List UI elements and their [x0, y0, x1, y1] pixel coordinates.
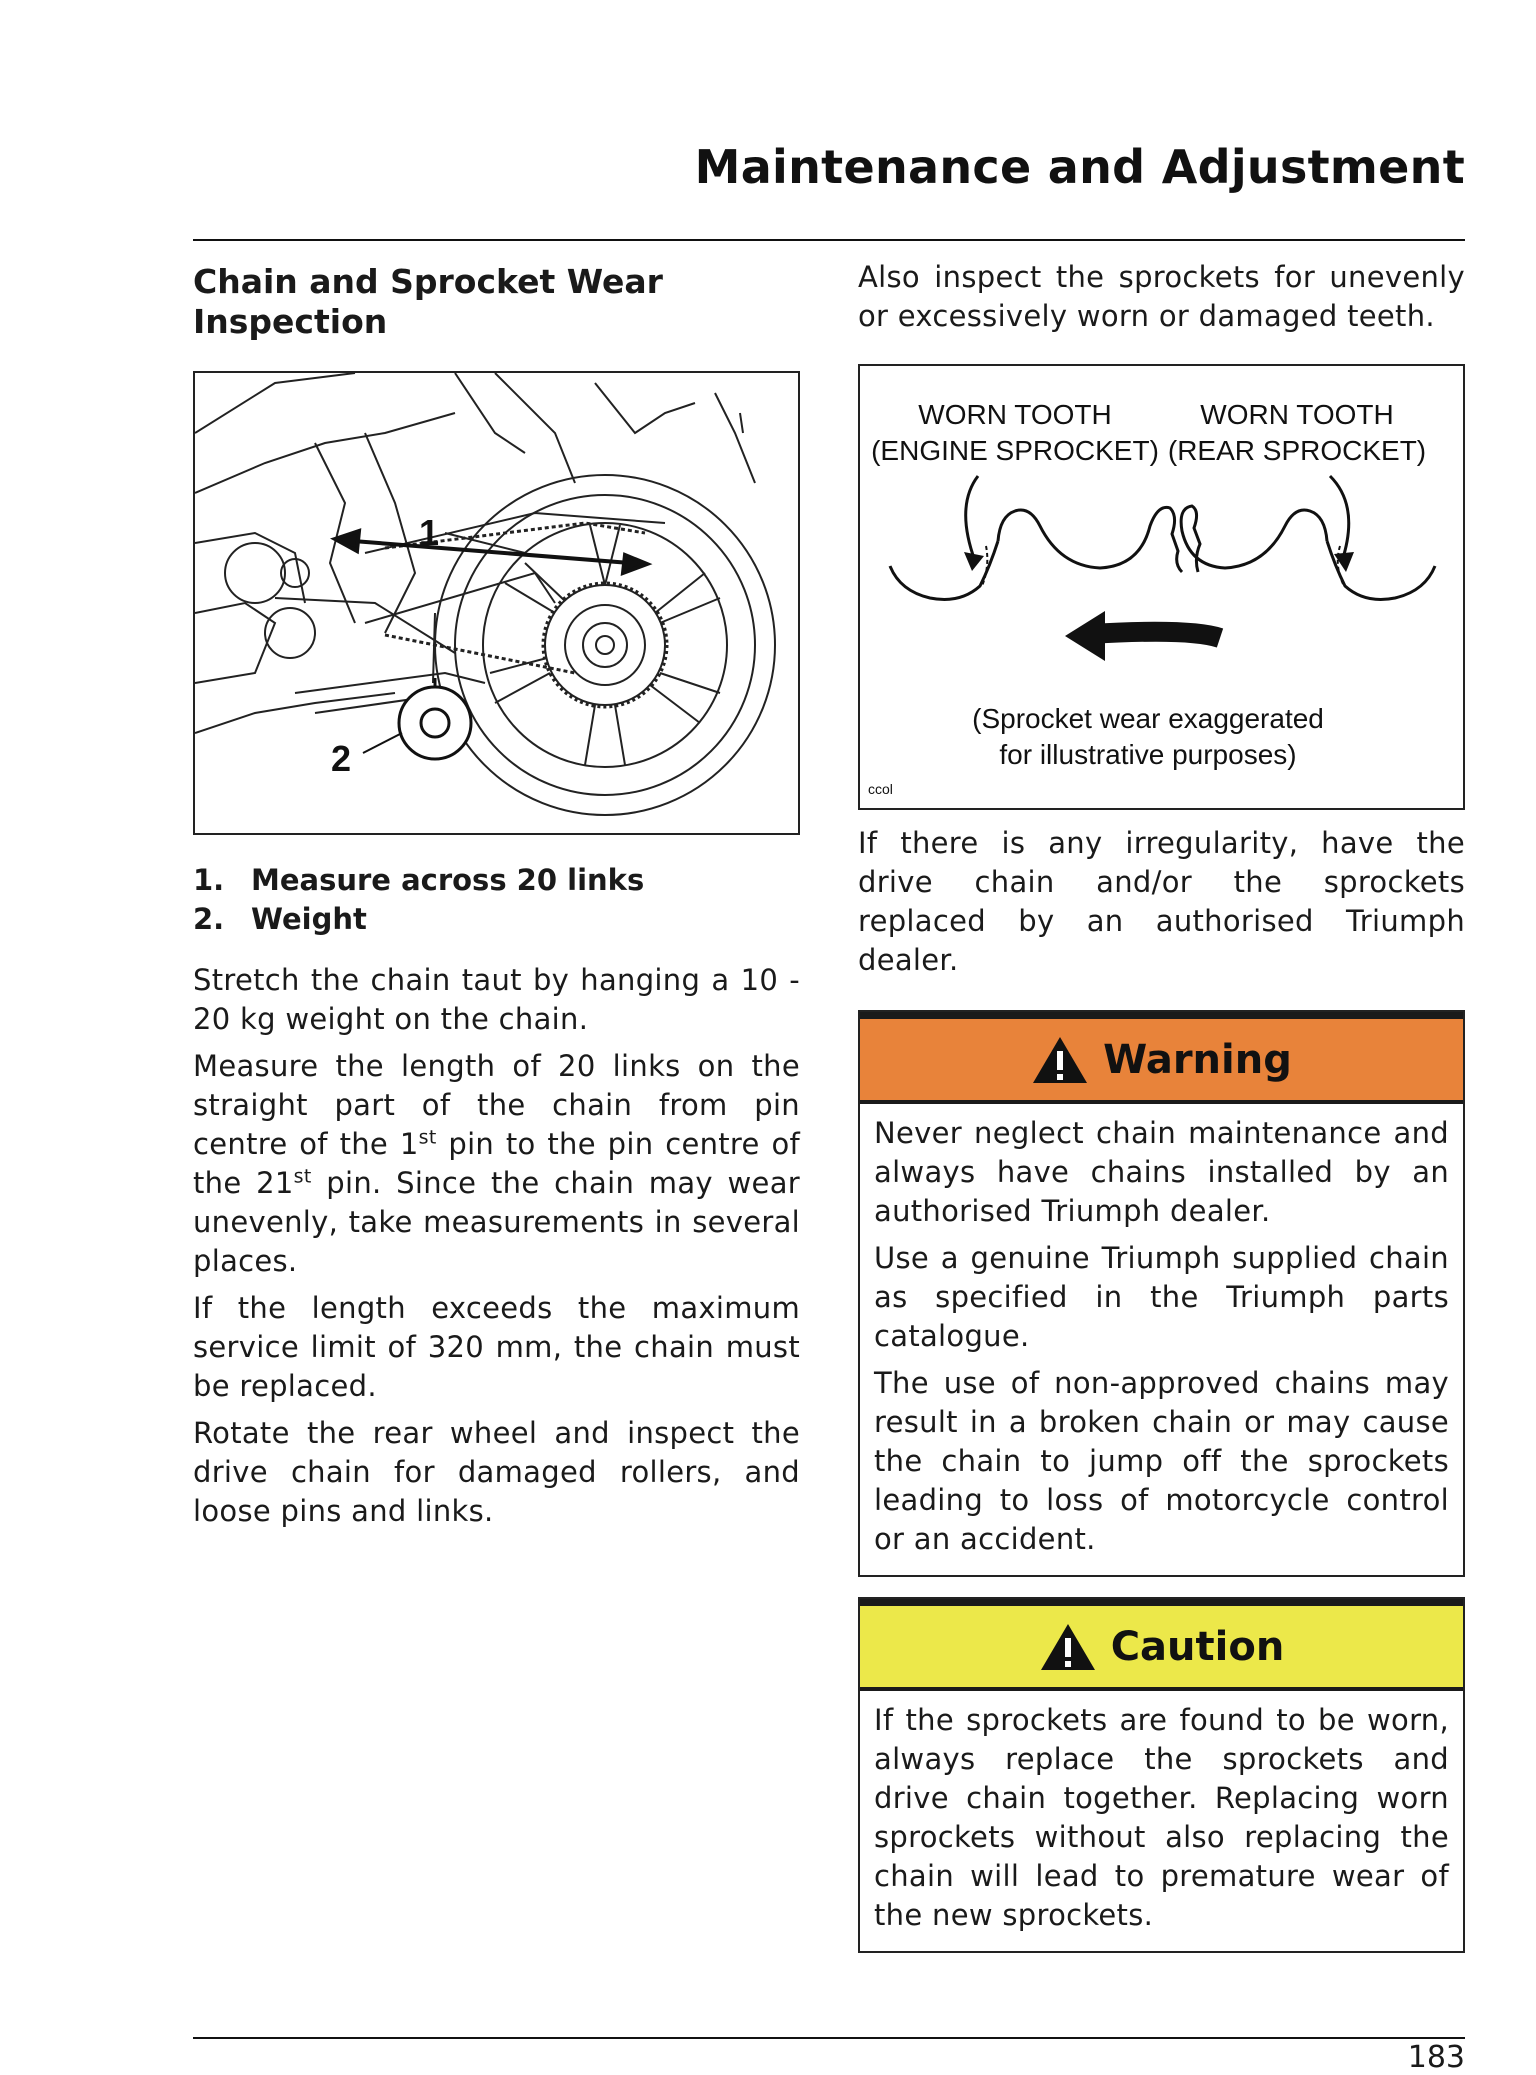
page-number: 183 — [1407, 2040, 1465, 2075]
warning-paragraph: Use a genuine Triumph supplied chain as specified in the Triumph parts catalogue. — [874, 1241, 1449, 1353]
footer-rule — [193, 2037, 1465, 2039]
paragraph-service-limit: If the length exceeds the maximum service limit of 320 mm, the chain must be replaced. — [193, 1291, 800, 1404]
label-rear-sprocket: (REAR SPROCKET) — [1167, 435, 1427, 466]
caption-line-1: (Sprocket wear exaggerated — [972, 703, 1324, 734]
chain-measurement-illustration — [193, 371, 800, 835]
caution-title: Caution — [1110, 1623, 1285, 1670]
caution-paragraph: If the sprockets are found to be worn, always replace the sprockets and drive chain together. Replacing worn sprockets without also replacing the chain will lead to premature wear of the new sprockets. — [874, 1703, 1449, 1932]
legend-list — [193, 861, 800, 939]
sprocket-wear-diagram — [858, 364, 1465, 810]
label-engine-sprocket: (ENGINE SPROCKET) — [871, 435, 1159, 466]
page-title: Maintenance and Adjustment — [694, 140, 1465, 194]
header-rule — [193, 239, 1465, 241]
paragraph-stretch-chain: Stretch the chain taut by hanging a 10 - 20 kg weight on the chain. — [193, 963, 800, 1037]
caption-line-2: for illustrative purposes) — [999, 739, 1297, 770]
callout-1: 1 — [419, 512, 440, 554]
warning-paragraph: The use of non-approved chains may result in a broken chain or may cause the chain to jump off the sprockets leading to loss of motorcycle control or an accident. — [874, 1366, 1449, 1556]
legend-item: 1. Measure across 20 links — [193, 863, 645, 898]
paragraph-inspect-sprockets: Also inspect the sprockets for unevenly or excessively worn or damaged teeth. — [858, 260, 1465, 333]
section-title: Chain and Sprocket Wear Inspection — [193, 262, 663, 341]
caution-box — [858, 1597, 1465, 1953]
paragraph-rotate-wheel: Rotate the rear wheel and inspect the drive chain for damaged rollers, and loose pins and links. — [193, 1416, 800, 1529]
warning-triangle-icon — [1031, 1035, 1089, 1085]
right-column — [858, 262, 1465, 1953]
left-column — [193, 262, 800, 1539]
warning-body — [860, 1104, 1463, 1575]
motorcycle-chain-drawing — [195, 373, 798, 833]
caution-header — [860, 1599, 1463, 1691]
caution-body — [860, 1691, 1463, 1951]
figure-code: ccol — [868, 781, 893, 797]
warning-header — [860, 1012, 1463, 1104]
label-worn-tooth-rear: WORN TOOTH — [1200, 399, 1394, 430]
warning-title: Warning — [1103, 1036, 1292, 1083]
callout-2: 2 — [331, 738, 352, 780]
paragraph-measure-links: Measure the length of 20 links on the straight part of the chain from pin centre of the 1st pin to the pin centre of the 21st pin. Since the chain may wear unevenly, take measurements in several places. — [193, 1049, 800, 1279]
paragraph-irregularity: If there is any irregularity, have the drive chain and/or the sprockets replaced by an authorised Triumph dealer. — [858, 826, 1465, 977]
warning-paragraph: Never neglect chain maintenance and always have chains installed by an authorised Triumph dealer. — [874, 1116, 1449, 1228]
warning-box — [858, 1010, 1465, 1577]
worn-tooth-drawing — [860, 366, 1463, 808]
caution-triangle-icon — [1039, 1622, 1097, 1672]
legend-item: 2. Weight — [193, 902, 367, 937]
label-worn-tooth-engine: WORN TOOTH — [918, 399, 1112, 430]
